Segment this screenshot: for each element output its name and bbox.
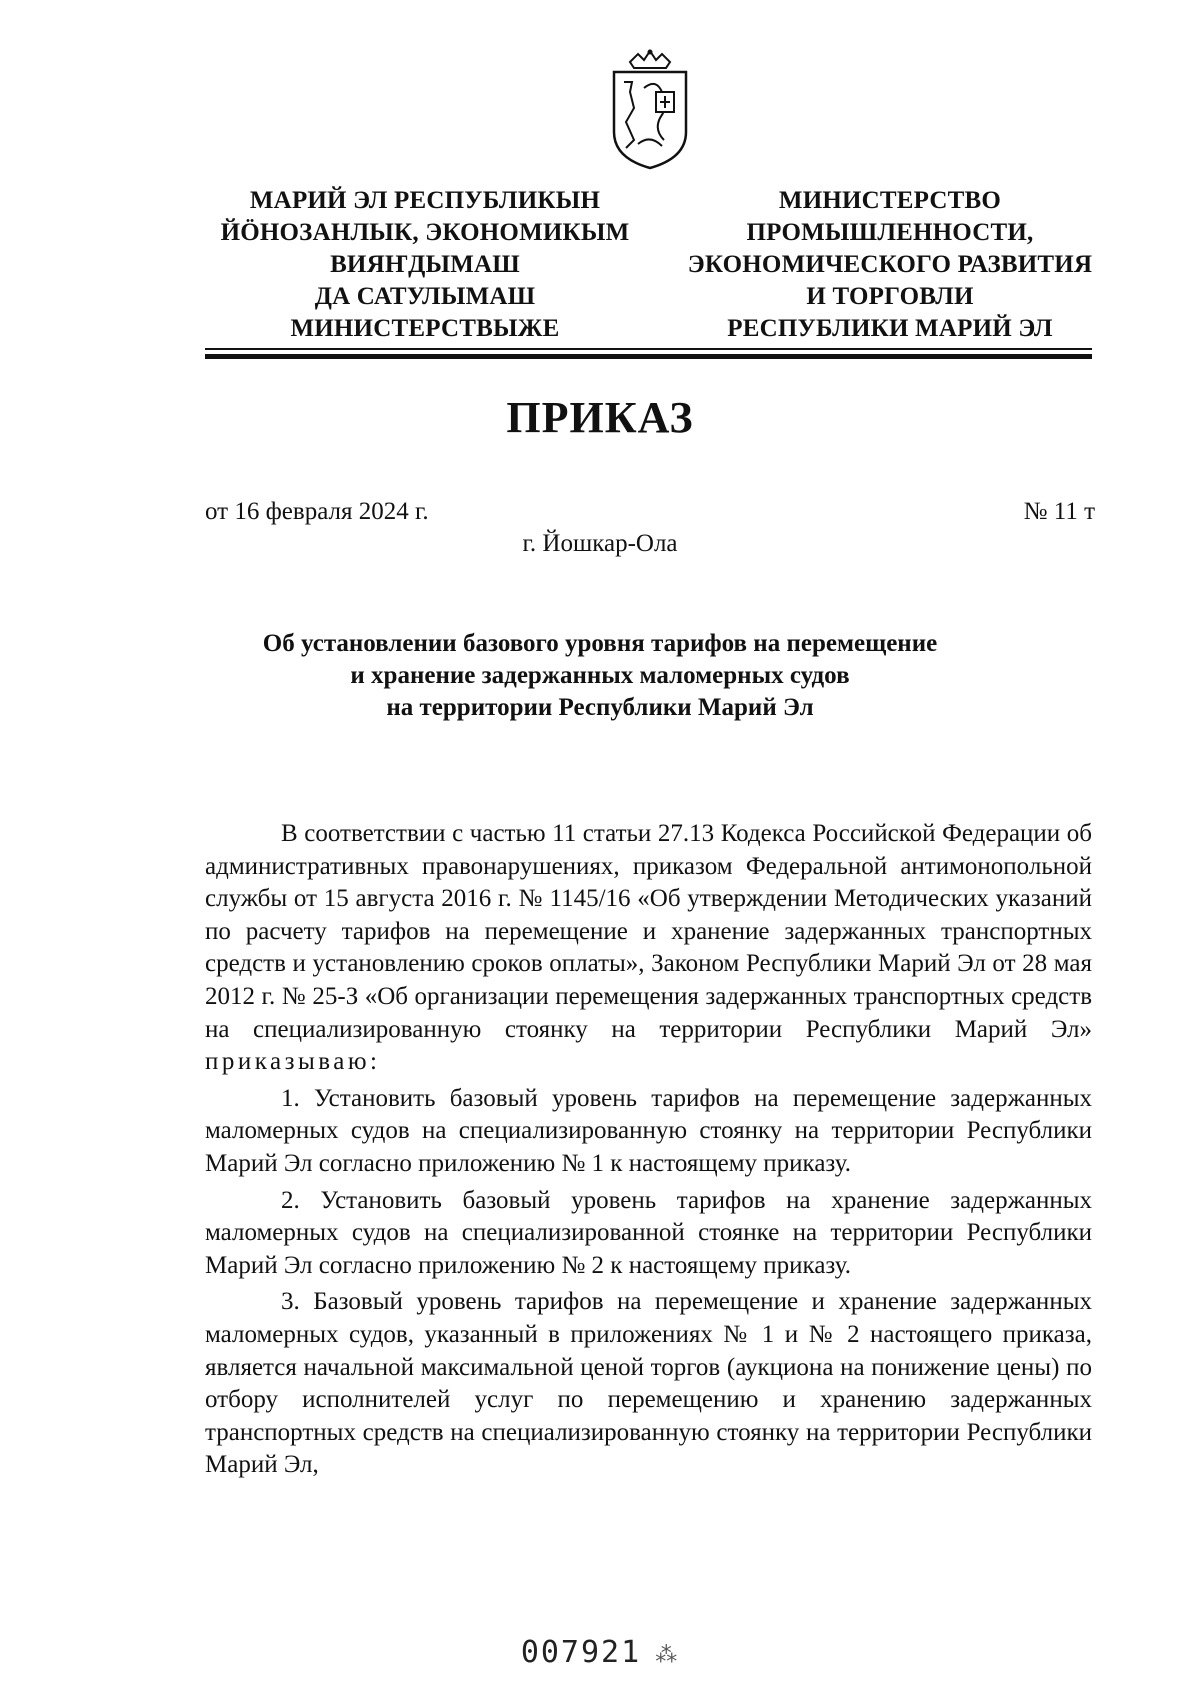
header-rule-thick bbox=[205, 354, 1092, 359]
header-mari-line: ВИЯҤДЫМАШ bbox=[330, 251, 520, 278]
header-russian-line: ПРОМЫШЛЕННОСТИ, bbox=[746, 219, 1034, 246]
document-city: г. Йошкар-Ола bbox=[522, 530, 678, 557]
coat-of-arms-icon bbox=[604, 48, 696, 172]
document-body bbox=[205, 818, 1092, 1486]
header-mari-line: ЙӦНОЗАНЛЫК, ЭКОНОМИКЫМ bbox=[220, 219, 630, 246]
header-russian-line: МИНИСТЕРСТВО bbox=[778, 187, 1002, 214]
serial-digits: 007921 bbox=[520, 1635, 642, 1670]
clause-3: 3. Базовый уровень тарифов на перемещение и хранение задержанных маломерных судов, указанный в приложениях № 1 и № 2 настоящего приказа, является начальной максимальной ценой торгов (аукциона на понижение цены) по отбору исполнителей услуг по перемещению и хранению задержанных транспортных средств на специализированную стоянку на территории Республики Марий Эл, bbox=[205, 1288, 1092, 1479]
ornament-icon: ⁂ bbox=[655, 1643, 680, 1668]
header-rule-thin bbox=[205, 348, 1092, 350]
clause-1: 1. Установить базовый уровень тарифов на перемещение задержанных маломерных судов на специализированную стоянку на территории Республики Марий Эл согласно приложению № 1 к настоящему приказу. bbox=[205, 1084, 1092, 1177]
header-russian bbox=[670, 185, 1110, 345]
header-russian-line: И ТОРГОВЛИ bbox=[806, 283, 974, 310]
header-mari-line: МАРИЙ ЭЛ РЕСПУБЛИКЫН bbox=[249, 187, 601, 214]
order-command: приказываю: bbox=[205, 1048, 381, 1076]
document-number: № 11 т bbox=[1023, 498, 1095, 525]
subject-line: Об установлении базового уровня тарифов на перемещение bbox=[262, 630, 938, 657]
preamble-text: В соответствии с частью 11 статьи 27.13 Кодекса Российской Федерации об административных правонарушениях, приказом Федеральной антимонопольной службы от 15 августа 2016 г. № 1145/16 «Об утверждении Методических указаний по расчету тарифов на перемещение и хранение задержанных транспортных средств и установлению сроков оплаты», Законом Республики Марий Эл от 28 мая 2012 г. № 25-З «Об организации перемещения задержанных транспортных средств на специализированную стоянку на территории Республики Марий Эл» bbox=[205, 820, 1092, 1043]
header-mari-line: МИНИСТЕРСТВЫЖЕ bbox=[290, 315, 560, 342]
document-title: ПРИКАЗ bbox=[506, 393, 694, 442]
header-mari bbox=[205, 185, 645, 345]
header-russian-line: ЭКОНОМИЧЕСКОГО РАЗВИТИЯ bbox=[687, 251, 1093, 278]
form-serial-number bbox=[0, 1635, 1200, 1670]
document-subject bbox=[150, 628, 1050, 724]
preamble-paragraph bbox=[205, 818, 1092, 1079]
subject-line: и хранение задержанных маломерных судов bbox=[350, 662, 850, 689]
header-mari-line: ДА САТУЛЫМАШ bbox=[314, 283, 536, 310]
header-russian-line: РЕСПУБЛИКИ МАРИЙ ЭЛ bbox=[727, 315, 1053, 342]
document-date: от 16 февраля 2024 г. bbox=[205, 498, 429, 525]
subject-line: на территории Республики Марий Эл bbox=[386, 694, 814, 721]
clause-2: 2. Установить базовый уровень тарифов на хранение задержанных маломерных судов на специализированной стоянке на территории Республики Марий Эл согласно приложению № 2 к настоящему приказу. bbox=[205, 1186, 1092, 1279]
